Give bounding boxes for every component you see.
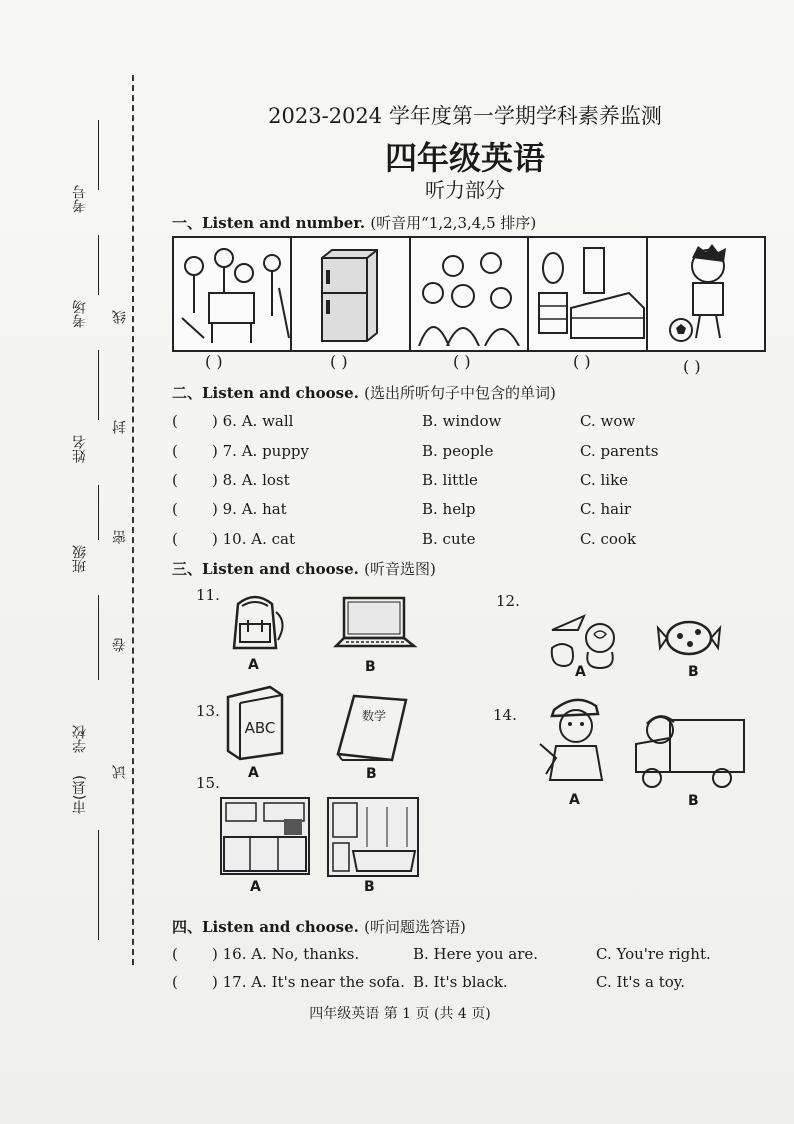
year-line: 2023-2024 学年度第一学期学科素养监测 (268, 104, 662, 128)
section4-note: (听问题选答语) (364, 918, 466, 936)
open-paren[interactable]: ( (172, 412, 178, 430)
abc-book-icon[interactable] (222, 683, 286, 761)
answer-paren[interactable]: ( ) (330, 352, 348, 371)
open-paren[interactable]: ( (172, 973, 178, 991)
open-paren[interactable]: ( (172, 500, 178, 518)
family-picture (411, 238, 529, 350)
option-a: ) 8. A. lost (212, 471, 290, 489)
fridge-picture (292, 238, 410, 350)
page-footer: 四年级英语 第 1 页 (共 4 页) (309, 1006, 491, 1022)
section3-note: (听音选图) (364, 560, 436, 578)
option-b: B. cute (422, 530, 476, 548)
option-label-b: B (366, 766, 377, 782)
option-c: C. parents (580, 442, 659, 460)
option-b: B. help (422, 500, 476, 518)
option-label-a: A (248, 765, 259, 781)
option-c: C. wow (580, 412, 636, 430)
section4-title: 四、Listen and choose. (172, 918, 359, 936)
section1-title: 一、Listen and number. (172, 214, 366, 232)
backpack-icon[interactable] (220, 592, 290, 654)
class-label: 班级 (72, 545, 88, 573)
option-c: C. cook (580, 530, 637, 548)
seal-char: 密 (112, 530, 128, 544)
question-row (172, 500, 762, 522)
students-cleaning-picture (174, 238, 292, 350)
open-paren[interactable]: ( (172, 442, 178, 460)
question-row (172, 442, 762, 464)
option-label-b: B (688, 793, 699, 809)
part-title: 听力部分 (425, 178, 505, 202)
city-label: 市(县) (72, 775, 88, 814)
question-number: 11. (196, 586, 220, 604)
boy-football-picture (648, 238, 764, 350)
open-paren[interactable]: ( (172, 471, 178, 489)
page-title: 四年级英语 (384, 139, 545, 177)
option-label-a: A (575, 664, 586, 680)
kitchen-picture[interactable] (220, 797, 310, 875)
candy-icon[interactable] (656, 614, 722, 662)
option-c: C. You're right. (596, 945, 711, 963)
option-c: C. It's a toy. (596, 973, 686, 991)
question-row (172, 945, 762, 967)
bedroom-picture (529, 238, 647, 350)
abc-text: ABC (244, 719, 276, 737)
option-b: B. little (422, 471, 478, 489)
answer-paren[interactable]: ( ) (453, 352, 471, 371)
question-row (172, 973, 762, 995)
question-number: 12. (496, 592, 520, 610)
option-b: B. people (422, 442, 494, 460)
section2-heading (172, 382, 556, 403)
option-a: ) 6. A. wall (212, 412, 294, 430)
option-label-b: B (688, 664, 699, 680)
open-paren[interactable]: ( (172, 530, 178, 548)
option-b: B. It's black. (413, 973, 508, 991)
bathroom-picture[interactable] (327, 797, 419, 877)
question-row (172, 530, 762, 552)
question-number: 13. (196, 702, 220, 720)
option-a: ) 9. A. hat (212, 500, 287, 518)
option-b: B. Here you are. (413, 945, 539, 963)
binding-dash-line (132, 75, 134, 965)
question-row (172, 471, 762, 493)
question-row (172, 412, 762, 434)
open-paren[interactable]: ( (172, 945, 178, 963)
answer-paren[interactable]: ( ) (683, 357, 701, 376)
option-a: ) 16. A. No, thanks. (212, 945, 360, 963)
laptop-icon[interactable] (332, 594, 418, 656)
option-c: C. hair (580, 500, 632, 518)
option-b: B. window (422, 412, 502, 430)
option-a: ) 10. A. cat (212, 530, 295, 548)
seal-char: 试 (112, 765, 128, 779)
question-number: 15. (196, 774, 220, 792)
math-book-icon[interactable] (334, 690, 410, 762)
section3-title: 三、Listen and choose. (172, 560, 359, 578)
seal-char: 封 (112, 420, 128, 434)
seal-char: 线 (112, 310, 128, 324)
math-text: 数学 (361, 709, 387, 723)
section1-heading (172, 212, 536, 233)
vegetables-icon[interactable] (544, 608, 624, 670)
option-label-b: B (365, 659, 376, 675)
driver-truck-icon[interactable] (630, 708, 748, 790)
option-a: ) 7. A. puppy (212, 442, 310, 460)
question-number: 14. (493, 706, 517, 724)
section4-heading (172, 916, 466, 937)
option-a: ) 17. A. It's near the sofa. (212, 973, 405, 991)
answer-paren[interactable]: ( ) (205, 352, 223, 371)
option-label-a: A (250, 879, 261, 895)
section1-note: (听音用“1,2,3,4,5 排序) (370, 214, 537, 232)
farmer-boy-icon[interactable] (536, 688, 616, 784)
option-c: C. like (580, 471, 629, 489)
exam-no-label: 考号 (72, 185, 88, 213)
answer-paren[interactable]: ( ) (573, 352, 591, 371)
section3-heading (172, 558, 436, 579)
name-label: 姓名 (72, 435, 88, 463)
exam-room-label: 考场 (72, 300, 88, 328)
option-label-a: A (248, 657, 259, 673)
section1-picture-strip (172, 236, 766, 352)
option-label-b: B (364, 879, 375, 895)
option-label-a: A (569, 792, 580, 808)
section2-note: (选出所听句子中包含的单词) (364, 384, 556, 402)
section2-title: 二、Listen and choose. (172, 384, 359, 402)
school-label: 学校 (72, 725, 88, 753)
seal-char: 卷 (112, 638, 128, 652)
